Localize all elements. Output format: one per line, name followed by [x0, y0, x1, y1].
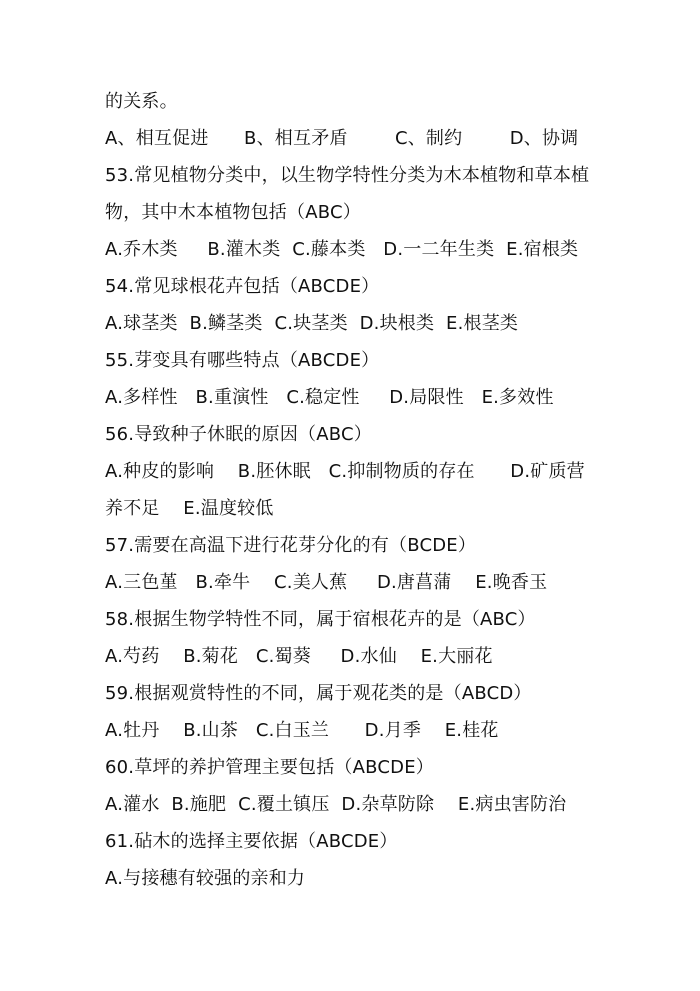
answer-options-line: A.种皮的影响 B.胚休眠 C.抑制物质的存在 D.矿质营: [105, 461, 585, 482]
question-53-continuation: 物，其中木本植物包括（ABC）: [105, 202, 361, 223]
answer-options-line: A.乔木类 B.灌木类 C.藤本类 D.一二年生类 E.宿根类: [105, 239, 579, 260]
answer-options-line: A.牡丹 B.山茶 C.白玉兰 D.月季 E.桂花: [105, 720, 499, 741]
answer-options-line: A.与接穗有较强的亲和力: [105, 868, 306, 889]
answer-options-line: A.芍药 B.菊花 C.蜀葵 D.水仙 E.大丽花: [105, 646, 493, 667]
answer-options-line: A.球茎类 B.鳞茎类 C.块茎类 D.块根类 E.根茎类: [105, 313, 519, 334]
answer-options-line: A、相互促进 B、相互矛盾 C、制约 D、协调: [105, 128, 579, 149]
question-55-line: 55.芽变具有哪些特点（ABCDE）: [105, 350, 380, 371]
answer-options-line: A.多样性 B.重演性 C.稳定性 D.局限性 E.多效性: [105, 387, 554, 408]
question-57-line: 57.需要在高温下进行花芽分化的有（BCDE）: [105, 535, 477, 556]
question-58-line: 58.根据生物学特性不同，属于宿根花卉的是（ABC）: [105, 609, 536, 630]
question-56-line: 56.导致种子休眠的原因（ABC）: [105, 424, 372, 445]
question-60-line: 60.草坪的养护管理主要包括（ABCDE）: [105, 757, 434, 778]
text-line: 的关系。: [105, 91, 178, 112]
answer-options-line: A.三色堇 B.牵牛 C.美人蕉 D.唐菖蒲 E.晚香玉: [105, 572, 548, 593]
answer-options-continuation: 养不足 E.温度较低: [105, 498, 274, 519]
answer-options-line: A.灌水 B.施肥 C.覆土镇压 D.杂草防除 E.病虫害防治: [105, 794, 567, 815]
question-59-line: 59.根据观赏特性的不同，属于观花类的是（ABCD）: [105, 683, 532, 704]
question-53-line: 53.常见植物分类中，以生物学特性分类为木本植物和草本植: [105, 165, 590, 186]
question-54-line: 54.常见球根花卉包括（ABCDE）: [105, 276, 380, 297]
question-61-line: 61.砧木的选择主要依据（ABCDE）: [105, 831, 398, 852]
